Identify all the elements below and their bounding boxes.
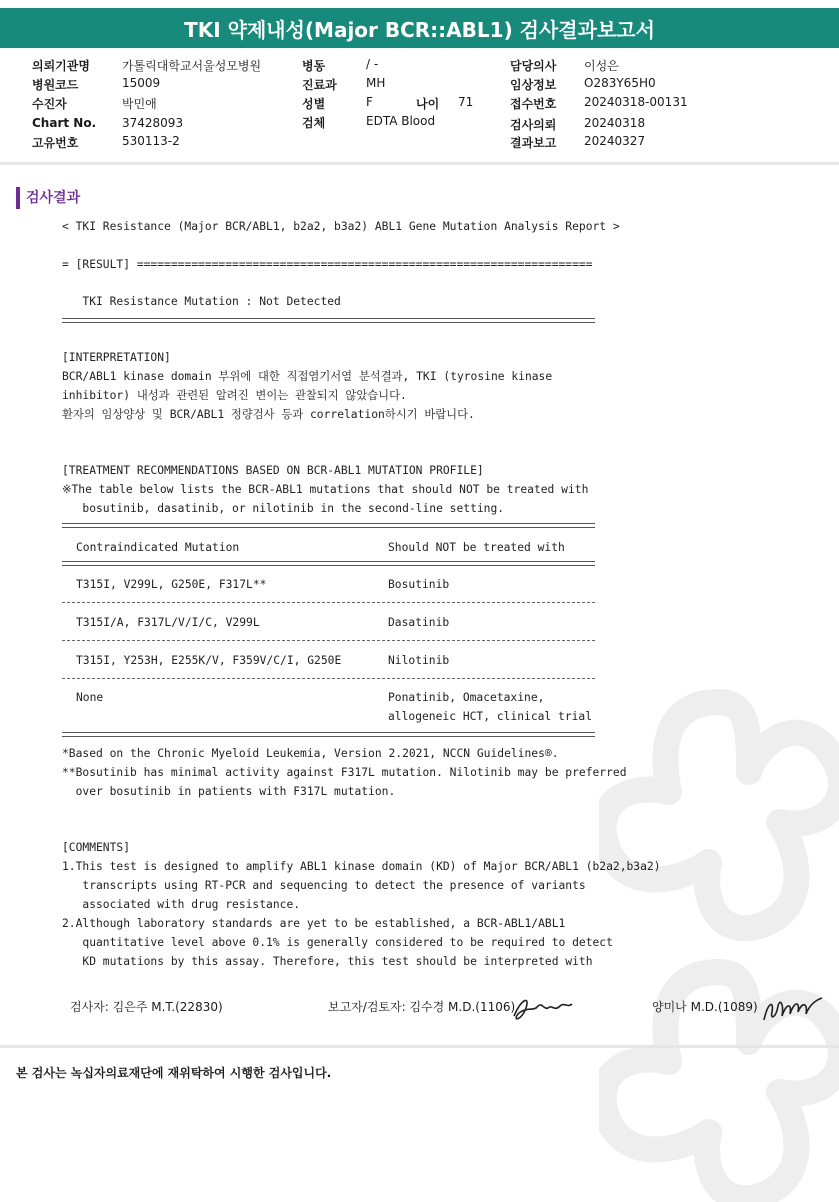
comment-line: KD mutations by this assay. Therefore, this test should be interpreted with [62, 955, 593, 968]
request-date-label: 검사의뢰 [510, 118, 557, 132]
tester-signature-text: 검사자: 김은주 M.T.(22830) [70, 1000, 223, 1014]
doctor-value: 이성은 [584, 59, 619, 73]
row-mutation: T315I, V299L, G250E, F317L** [76, 578, 267, 591]
patient-info-table [0, 52, 839, 150]
row-drug: Ponatinib, Omacetaxine, [388, 691, 545, 704]
interpretation-title: [INTERPRETATION] [62, 351, 171, 364]
examinee-label: 수진자 [32, 97, 67, 111]
report-title: TKI 약제내성(Major BCR::ABL1) 검사결과보고서 [184, 17, 655, 42]
hospital-code-value: 15009 [122, 76, 161, 90]
sex-label: 성별 [302, 97, 326, 111]
unique-no-label: 고유번호 [32, 136, 79, 150]
row-rule [62, 602, 595, 603]
table-bottom-rule [62, 732, 595, 737]
footer-divider [0, 1045, 839, 1048]
comment-line: associated with drug resistance. [62, 898, 301, 911]
dept-value: MH [366, 76, 386, 90]
specimen-label: 검체 [302, 116, 326, 130]
chart-no-label: Chart No. [32, 116, 97, 130]
row-drug-continued: allogeneic HCT, clinical trial [388, 710, 593, 723]
header-divider [0, 162, 839, 165]
ward-value: / - [366, 57, 379, 71]
specimen-value: EDTA Blood [366, 114, 436, 128]
table-top-rule [62, 523, 595, 528]
report-title-bar [0, 8, 839, 48]
request-date-value: 20240318 [584, 116, 646, 130]
clinical-info-value: O283Y65H0 [584, 76, 656, 90]
doctor-signature-text: 양미나 M.D.(1089) [652, 1000, 758, 1014]
sex-value: F [366, 95, 373, 109]
signature-row [0, 990, 839, 1030]
institution-label: 의뢰기관명 [32, 59, 90, 73]
row-mutation: T315I, Y253H, E255K/V, F359V/C/I, G250E [76, 654, 342, 667]
column-header-drug: Should NOT be treated with [388, 541, 565, 554]
row-rule [62, 678, 595, 679]
footnote: *Based on the Chronic Myeloid Leukemia, Version 2.2021, NCCN Guidelines®. [62, 747, 559, 760]
chart-no-value: 37428093 [122, 116, 184, 130]
row-drug: Bosutinib [388, 578, 450, 591]
interpretation-line: BCR/ABL1 kinase domain 부위에 대한 직접염기서열 분석결과, TKI (tyrosine kinase [62, 370, 553, 383]
row-mutation: None [76, 691, 104, 704]
report-body [0, 212, 839, 982]
treatment-title: [TREATMENT RECOMMENDATIONS BASED ON BCR-ABL1 MUTATION PROFILE] [62, 464, 484, 477]
row-drug: Nilotinib [388, 654, 450, 667]
reviewer-signature-text: 보고자/검토자: 김수경 M.D.(1106) [328, 1000, 516, 1014]
dept-label: 진료과 [302, 78, 337, 92]
hospital-code-label: 병원코드 [32, 78, 79, 92]
doctor-signature-mark [760, 992, 826, 1026]
table-header-rule [62, 561, 595, 566]
doctor-label: 담당의사 [510, 59, 557, 73]
examinee-value: 박민애 [122, 97, 157, 111]
reviewer-signature-mark [508, 990, 576, 1026]
result-rule [62, 318, 595, 323]
age-label: 나이 [416, 97, 440, 111]
section-title: 검사결과 [16, 187, 80, 209]
clinical-info-label: 임상정보 [510, 78, 557, 92]
age-value: 71 [458, 95, 474, 109]
result-date-value: 20240327 [584, 134, 646, 148]
result-separator: = [RESULT] =================================================================== [62, 258, 593, 271]
interpretation-line: 환자의 임상양상 및 BCR/ABL1 정량검사 등과 correlation하시기 바랍니다. [62, 408, 475, 421]
comment-line: quantitative level above 0.1% is generally considered to be required to detect [62, 936, 613, 949]
footer-note: 본 검사는 녹십자의료재단에 재위탁하여 시행한 검사입니다. [16, 1066, 332, 1080]
treatment-note: bosutinib, dasatinib, or nilotinib in the second-line setting. [62, 502, 505, 515]
row-mutation: T315I/A, F317L/V/I/C, V299L [76, 616, 260, 629]
column-header-mutation: Contraindicated Mutation [76, 541, 240, 554]
comment-line: transcripts using RT-PCR and sequencing to detect the presence of variants [62, 879, 586, 892]
comments-title: [COMMENTS] [62, 841, 131, 854]
row-rule [62, 640, 595, 641]
treatment-note: ※The table below lists the BCR-ABL1 mutations that should NOT be treated with [62, 483, 589, 496]
result-date-label: 결과보고 [510, 136, 557, 150]
comment-line: 1.This test is designed to amplify ABL1 kinase domain (KD) of Major BCR/ABL1 (b2a2,b3a2) [62, 860, 661, 873]
receipt-no-value: 20240318-00131 [584, 95, 688, 109]
comment-line: 2.Although laboratory standards are yet to be established, a BCR-ABL1/ABL1 [62, 917, 566, 930]
row-drug: Dasatinib [388, 616, 450, 629]
institution-value: 가톨릭대학교서울성모병원 [122, 59, 262, 73]
ward-label: 병동 [302, 59, 326, 73]
receipt-no-label: 접수번호 [510, 97, 557, 111]
footnote: **Bosutinib has minimal activity against F317L mutation. Nilotinib may be preferred [62, 766, 627, 779]
report-heading: < TKI Resistance (Major BCR/ABL1, b2a2, b3a2) ABL1 Gene Mutation Analysis Report > [62, 220, 620, 233]
footnote: over bosutinib in patients with F317L mutation. [62, 785, 396, 798]
interpretation-line: inhibitor) 내성과 관련된 알려진 변이는 관찰되지 않았습니다. [62, 389, 407, 402]
result-value: TKI Resistance Mutation : Not Detected [62, 295, 341, 308]
unique-no-value: 530113-2 [122, 134, 180, 148]
